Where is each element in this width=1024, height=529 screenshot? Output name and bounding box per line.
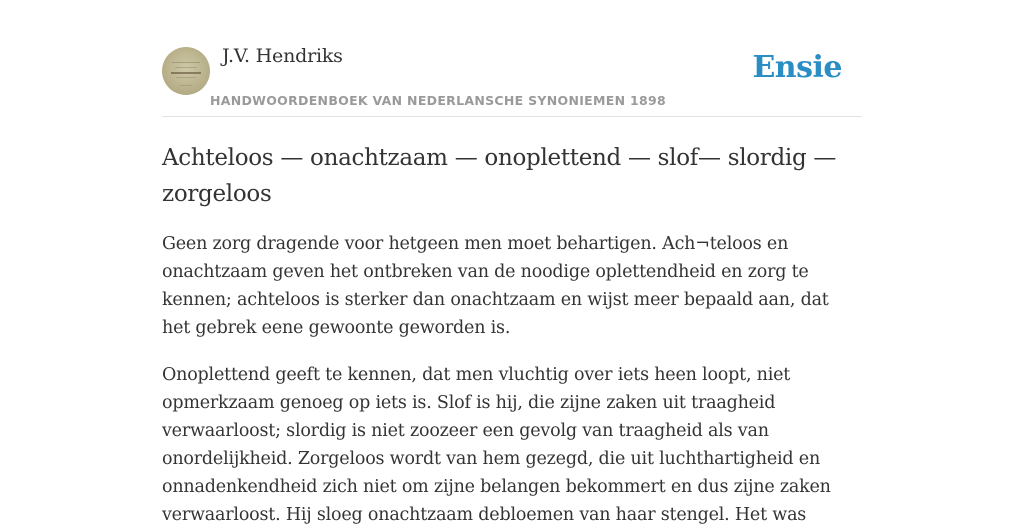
source-title[interactable]: HANDWOORDENBOEK VAN NEDERLANSCHE SYNONIEMEN 1898 (210, 93, 667, 108)
entry-paragraph: Onoplettend geeft te kennen, dat men vluchtig over iets heen loopt, niet opmerkzaam genoeg op iets is. Slof is hij, die zijne zaken uit traagheid verwaarloost; slordig is niet zoozeer een gevolg van traagheid als van onordelijkheid. Zorgeloos wordt van hem gezegd, die uit luchthartigheid en onnadenkendheid zich niet om zijne belangen bekommert en dus zijne zaken verwaarloost. Hij sloeg onachtzaam debloemen van haar stengel. Het was (162, 365, 831, 525)
entry-title: Achteloos — onachtzaam — onoplettend — slof— slordig — zorgeloos (162, 145, 837, 207)
avatar-decoration (175, 67, 197, 68)
author-name[interactable]: J.V. Hendriks (222, 45, 343, 67)
avatar-decoration (180, 85, 192, 86)
avatar-decoration (171, 72, 201, 74)
avatar-decoration (176, 77, 196, 78)
ensie-logo[interactable]: Ensie (752, 50, 842, 85)
entry-header (162, 0, 862, 117)
avatar-decoration (172, 62, 200, 63)
content-container (162, 0, 862, 529)
source-book-avatar[interactable] (162, 47, 210, 95)
entry-paragraph: Geen zorg dragende voor hetgeen men moet behartigen. Ach¬teloos en onachtzaam geven het ontbreken van de noodige oplettendheid en zorg te kennen; achteloos is sterker dan onachtzaam en wijst meer bepaald aan, dat het gebrek eene gewoonte geworden is. (162, 234, 829, 338)
